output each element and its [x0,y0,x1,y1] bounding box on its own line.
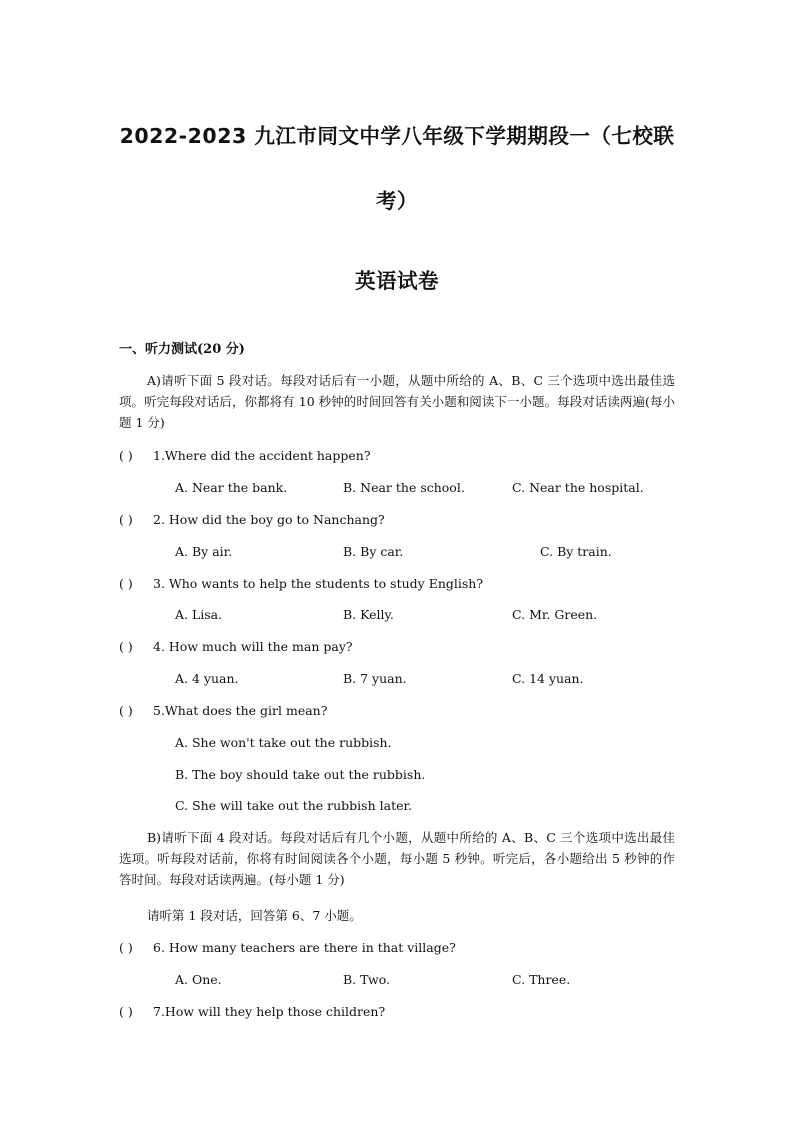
q2-option-c: C. By train. [540,544,612,559]
q4-option-b: B. 7 yuan. [343,671,407,686]
part-b-instructions: B)请听下面 4 段对话。每段对话后有几个小题，从题中所给的 A、B、C 三个选项中选出最佳选项。听每段对话前，你将有时间阅读各个小题，每小题 5 秒钟。听完后，各小题给出 5 秒钟的作答时间。每段对话读两遍。(每小题 1 分) [119,830,675,887]
question-stem: 7.How will they help those children? [153,1004,386,1019]
question-stem: 6. How many teachers are there in that village? [153,940,456,955]
question-stem: 2. How did the boy go to Nanchang? [153,512,385,527]
q3-option-b: B. Kelly. [343,607,394,622]
q1-option-a: A. Near the bank. [175,480,288,495]
q4-option-a: A. 4 yuan. [175,671,239,686]
q5-option-b: B. The boy should take out the rubbish. [175,767,426,782]
answer-blank[interactable]: ( ) [119,940,133,955]
answer-blank[interactable]: ( ) [119,576,133,591]
question-3 [119,576,483,591]
question-1 [119,448,371,463]
q3-option-a: A. Lisa. [175,607,223,622]
question-stem: 4. How much will the man pay? [153,639,353,654]
part-a-instructions: A)请听下面 5 段对话。每段对话后有一小题，从题中所给的 A、B、C 三个选项中选出最佳选项。听完每段对话后，你都将有 10 秒钟的时间回答有关小题和阅读下一小题。每段对话读两遍(每小题 1 分) [119,373,675,430]
question-5 [119,703,327,718]
q2-option-a: A. By air. [175,544,233,559]
question-stem: 1.Where did the accident happen? [153,448,371,463]
question-stem: 5.What does the girl mean? [153,703,328,718]
answer-blank[interactable]: ( ) [119,512,133,527]
q3-option-c: C. Mr. Green. [512,607,598,622]
q6-option-b: B. Two. [343,972,391,987]
answer-blank[interactable]: ( ) [119,1004,133,1019]
exam-title-line1: 2022-2023 九江市同文中学八年级下学期期段一（七校联 [119,124,675,148]
q1-option-b: B. Near the school. [343,480,465,495]
exam-title-line2: 考） [376,189,418,213]
q1-option-c: C. Near the hospital. [512,480,644,495]
section-heading-listening: 一、听力测试(20 分) [119,342,245,357]
q2-option-b: B. By car. [343,544,404,559]
q6-option-c: C. Three. [512,972,571,987]
answer-blank[interactable]: ( ) [119,639,133,654]
answer-blank[interactable]: ( ) [119,703,133,718]
question-stem: 3. Who wants to help the students to study English? [153,576,484,591]
q5-option-c: C. She will take out the rubbish later. [175,798,413,813]
question-4 [119,639,353,654]
q5-option-a: A. She won't take out the rubbish. [175,735,392,750]
answer-blank[interactable]: ( ) [119,448,133,463]
exam-subtitle: 英语试卷 [355,269,439,293]
q6-option-a: A. One. [175,972,222,987]
question-6 [119,940,456,955]
q4-option-c: C. 14 yuan. [512,671,584,686]
dialogue-1-note: 请听第 1 段对话，回答第 6、7 小题。 [147,908,362,923]
question-2 [119,512,385,527]
question-7 [119,1004,385,1019]
